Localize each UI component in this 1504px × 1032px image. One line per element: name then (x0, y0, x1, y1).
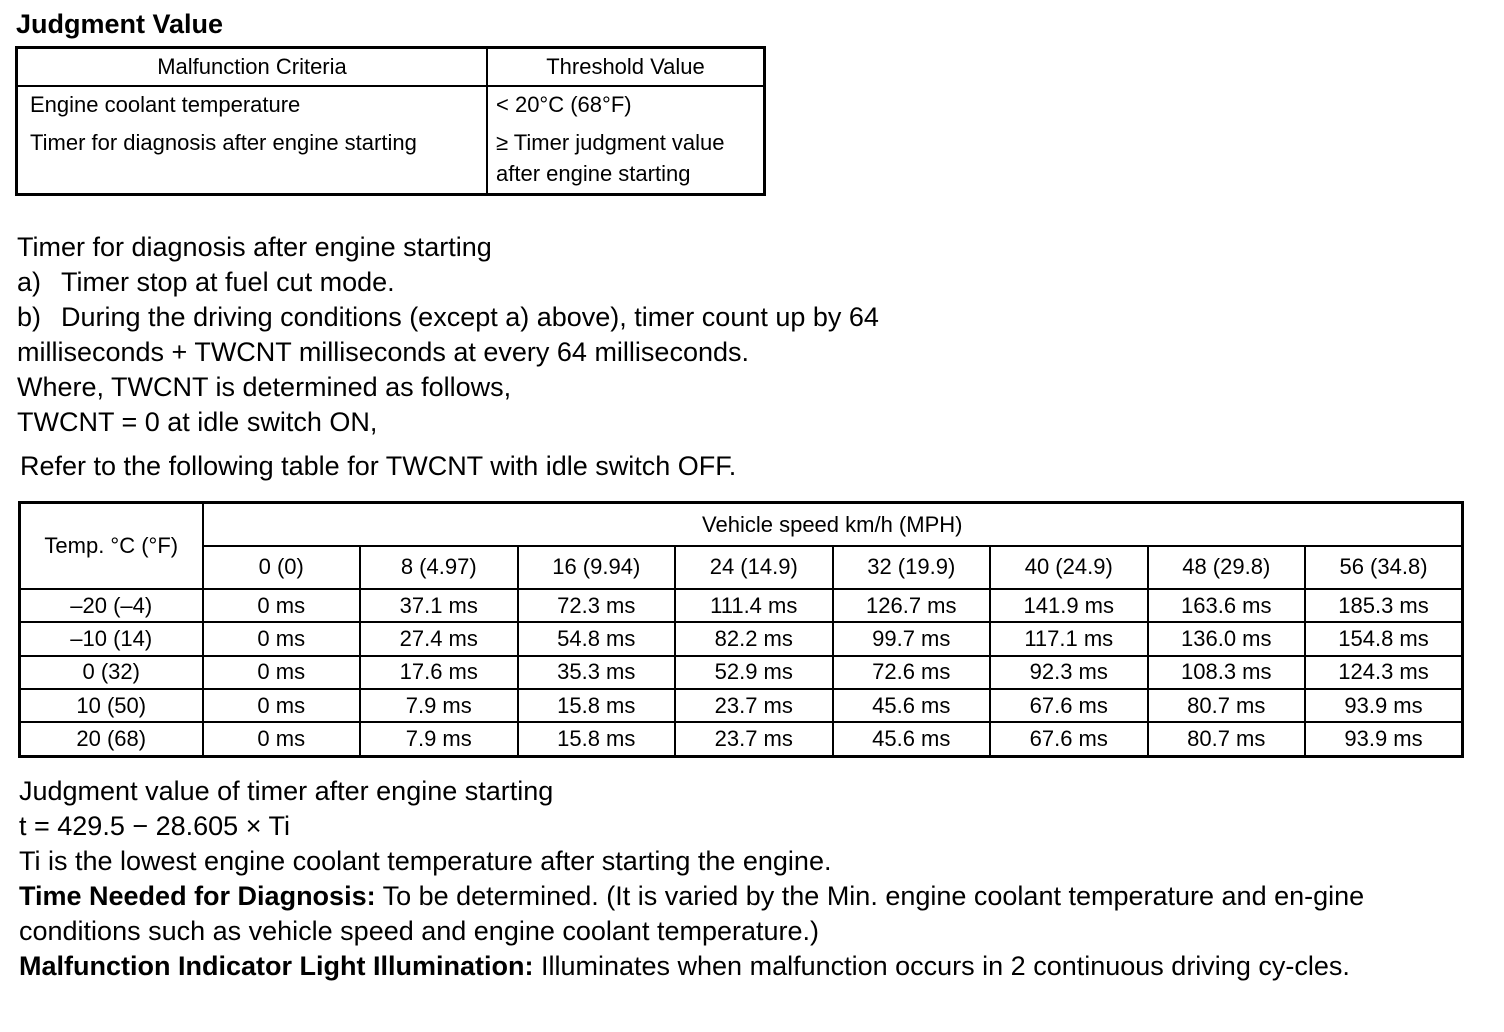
criteria-cell (17, 86, 488, 195)
threshold-column-header: Threshold Value (487, 48, 765, 87)
speed-header: 16 (9.94) (518, 546, 676, 589)
table-row (20, 689, 1463, 722)
note-b (17, 300, 957, 370)
speed-header: 48 (29.8) (1148, 546, 1306, 589)
value-cell: 0 ms (203, 689, 361, 722)
value-cell: 45.6 ms (833, 722, 991, 756)
table-row (20, 722, 1463, 756)
value-cell: 117.1 ms (990, 622, 1148, 655)
speed-header: 0 (0) (203, 546, 361, 589)
time-needed-text: To be determined. (It is varied by the Min. engine coolant temperature and en-gine conditions such as vehicle speed and engine coolant temperature.) (19, 881, 1365, 946)
value-cell: 0 ms (203, 622, 361, 655)
threshold-item: ≥ Timer judgment value after engine starting (496, 130, 725, 186)
value-cell: 27.4 ms (360, 622, 518, 655)
value-cell: 67.6 ms (990, 722, 1148, 756)
value-cell: 72.3 ms (518, 589, 676, 622)
mil-label: Malfunction Indicator Light Illumination: (19, 951, 534, 981)
value-cell: 17.6 ms (360, 656, 518, 689)
speed-header: 40 (24.9) (990, 546, 1148, 589)
temp-cell: 10 (50) (20, 689, 203, 722)
value-cell: 67.6 ms (990, 689, 1148, 722)
temp-cell: 0 (32) (20, 656, 203, 689)
note-b-label: b) (17, 302, 42, 332)
note-a (17, 265, 957, 300)
value-cell: 7.9 ms (360, 722, 518, 756)
speed-header: 32 (19.9) (833, 546, 991, 589)
criteria-item: Timer for diagnosis after engine starting (30, 130, 417, 155)
value-cell: 54.8 ms (518, 622, 676, 655)
twcnt-table (18, 501, 1464, 758)
time-needed (19, 879, 1469, 949)
value-cell: 23.7 ms (675, 689, 833, 722)
table-row (17, 86, 765, 195)
value-cell: 136.0 ms (1148, 622, 1306, 655)
judgment-formula-section (19, 774, 1469, 984)
refer-text: Refer to the following table for TWCNT with idle switch OFF. (20, 451, 737, 481)
speed-header: 8 (4.97) (360, 546, 518, 589)
value-cell: 92.3 ms (990, 656, 1148, 689)
value-cell: 154.8 ms (1305, 622, 1463, 655)
value-cell: 80.7 ms (1148, 689, 1306, 722)
twcnt-table-body (20, 589, 1463, 757)
idle-on-text: TWCNT = 0 at idle switch ON, (17, 407, 378, 437)
speed-header: 56 (34.8) (1305, 546, 1463, 589)
value-cell: 99.7 ms (833, 622, 991, 655)
temp-cell: 20 (68) (20, 722, 203, 756)
timer-notes (17, 230, 957, 484)
mil-illumination (19, 949, 1469, 984)
table-row (20, 622, 1463, 655)
value-cell: 141.9 ms (990, 589, 1148, 622)
time-needed-label: Time Needed for Diagnosis: (19, 881, 376, 911)
value-cell: 80.7 ms (1148, 722, 1306, 756)
value-cell: 7.9 ms (360, 689, 518, 722)
threshold-item: < 20°C (68°F) (496, 92, 632, 117)
value-cell: 93.9 ms (1305, 722, 1463, 756)
value-cell: 35.3 ms (518, 656, 676, 689)
value-cell: 108.3 ms (1148, 656, 1306, 689)
criteria-item: Engine coolant temperature (30, 92, 301, 117)
section-heading: Judgment Value (16, 9, 224, 39)
value-cell: 52.9 ms (675, 656, 833, 689)
value-cell: 15.8 ms (518, 689, 676, 722)
value-cell: 82.2 ms (675, 622, 833, 655)
note-a-text: Timer stop at fuel cut mode. (61, 267, 395, 297)
timer-notes-title: Timer for diagnosis after engine starting (17, 232, 492, 262)
value-cell: 72.6 ms (833, 656, 991, 689)
value-cell: 126.7 ms (833, 589, 991, 622)
speed-column-header: Vehicle speed km/h (MPH) (203, 503, 1463, 547)
where-text: Where, TWCNT is determined as follows, (17, 372, 512, 402)
formula-title: Judgment value of timer after engine starting (19, 776, 554, 806)
mil-text: Illuminates when malfunction occurs in 2 continuous driving cy-cles. (540, 951, 1350, 981)
value-cell: 111.4 ms (675, 589, 833, 622)
note-b-text: During the driving conditions (except a) above), timer count up by 64 milliseconds + TWCNT milliseconds at every 64 milliseconds. (17, 302, 879, 367)
temp-cell: –10 (14) (20, 622, 203, 655)
table-header-row (17, 48, 765, 87)
value-cell: 15.8 ms (518, 722, 676, 756)
value-cell: 93.9 ms (1305, 689, 1463, 722)
judgment-value-table (15, 46, 766, 196)
temp-cell: –20 (–4) (20, 589, 203, 622)
value-cell: 185.3 ms (1305, 589, 1463, 622)
value-cell: 37.1 ms (360, 589, 518, 622)
value-cell: 23.7 ms (675, 722, 833, 756)
value-cell: 0 ms (203, 722, 361, 756)
threshold-cell (487, 86, 765, 195)
table-row (20, 589, 1463, 622)
table-row (20, 656, 1463, 689)
value-cell: 0 ms (203, 589, 361, 622)
temp-column-header: Temp. °C (°F) (20, 503, 203, 589)
value-cell: 45.6 ms (833, 689, 991, 722)
speed-header: 24 (14.9) (675, 546, 833, 589)
note-a-label: a) (17, 267, 42, 297)
value-cell: 0 ms (203, 656, 361, 689)
formula: t = 429.5 − 28.605 × Ti (19, 811, 290, 841)
criteria-column-header: Malfunction Criteria (17, 48, 488, 87)
value-cell: 163.6 ms (1148, 589, 1306, 622)
speed-header-row (20, 546, 1463, 589)
table-header-row (20, 503, 1463, 547)
value-cell: 124.3 ms (1305, 656, 1463, 689)
ti-description: Ti is the lowest engine coolant temperature after starting the engine. (19, 846, 832, 876)
